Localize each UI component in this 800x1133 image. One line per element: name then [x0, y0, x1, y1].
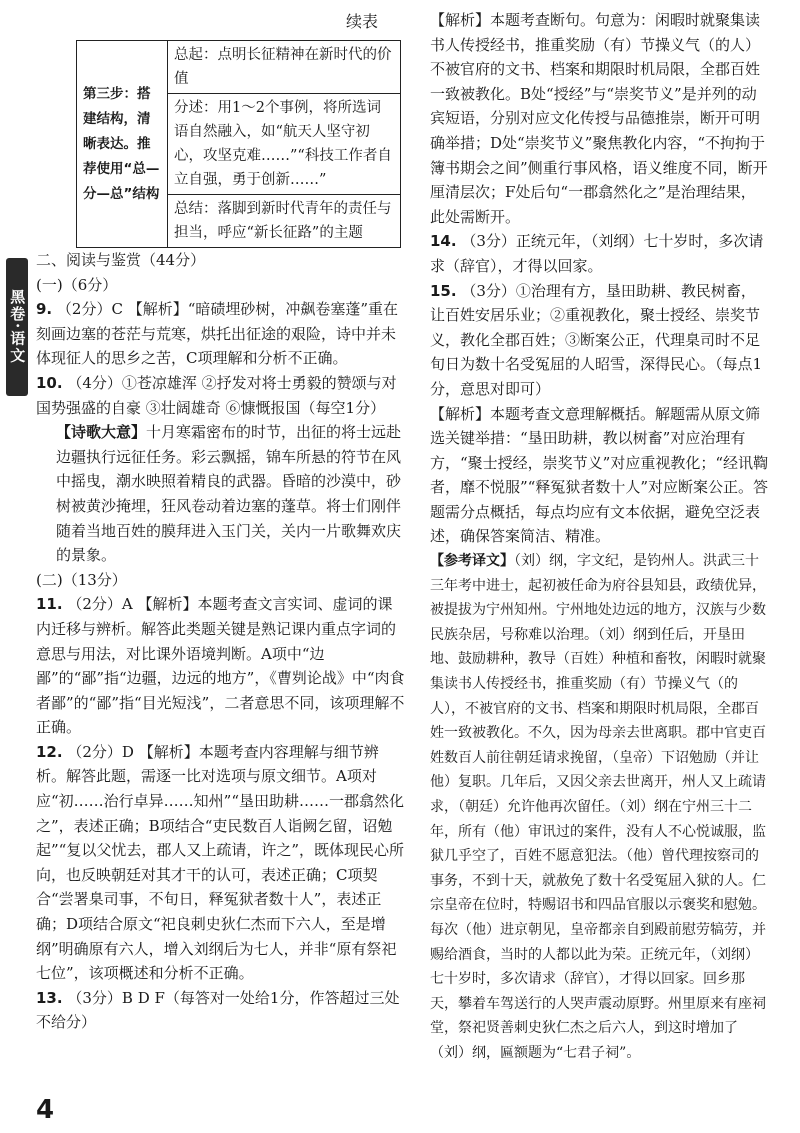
subsection-1: (一)（6分） — [36, 275, 118, 294]
step-cell: 第三步：搭建结构，清晰表达。推荐使用“总—分—总”结构 — [77, 41, 168, 248]
answer-text: （4分）①苍凉雄浑 ②抒发对将士勇毅的赞颂与对国势强盛的自豪 ③壮阔雄奇 ⑥慷慨报国（每空1分） — [36, 373, 397, 417]
section-heading: 二、阅读与鉴赏（44分） — [36, 251, 206, 269]
answer-9 — [36, 297, 406, 371]
answer-15 — [430, 279, 770, 402]
answer-text: （2分）C 【解析】“暗碛埋砂树，冲飙卷塞蓬”重在刻画边塞的苍茫与荒寒，烘托出征途的艰险，诗中并未体现征人的思乡之苦，C项理解和分析不正确。 — [36, 300, 399, 368]
question-number: 14. — [430, 232, 457, 251]
question-number: 10. — [36, 373, 63, 392]
step-table — [76, 40, 401, 248]
answer-11 — [36, 592, 406, 740]
translation-tag: 【参考译文】 — [430, 553, 514, 570]
answer-10 — [36, 371, 406, 420]
translation — [430, 549, 770, 1065]
translation-text: （刘）纲，字文纪，是钧州人。洪武三十三年考中进士，起初被任命为府谷县知县，政绩优异，被提拔为宁州知州。宁州地处边远的地方，汉族与少数民族杂居，号称难以治理。（刘）纲到任后，开垦田地、鼓励耕种，教导（百姓）种植和畜牧，闲暇时就聚集读书人传授经书，推重奖励（有）节操义气（的人），不被官府的文书、档案和期限时机局限，全郡百姓一致被教化。不久，因为母亲去世离职。郡中官吏百姓数百人前往朝廷请求挽留，（皇帝）下诏勉励（并让他）复职。几年后，又因父亲去世离开，州人又上疏请求，（朝廷）允许他再次留任。（刘）纲在宁州三十二年，所有（他）审讯过的案件，没有人不心悦诚服，监狱几乎空了，百姓不愿意犯法。（他）曾代理按察司的事务，不到十天，就赦免了数十名受冤屈入狱的人。仁宗皇帝在位时，特赐诏书和四品官服以示褒奖和慰勉。每次（他）进京朝见，皇帝都亲自到殿前慰劳犒劳，并赐给酒食，当时的人都以此为荣。正统元年，（刘纲）七十岁时，多次请求（辞官），才得以回家。回乡那天，攀着车驾送行的人哭声震动原野。州里原来有座祠堂，祭祀贤善刺史狄仁杰之后六人，到这时增加了（刘）纲，匾额题为“七君子祠”。 — [430, 553, 766, 1061]
poem-text: 十月寒霜密布的时节，出征的将士远赴边疆执行远征任务。彩云飘摇，锦车所悬的符节在风中摇曳，潮水映照着精良的武器。昏暗的沙漠中，砂树被黄沙掩埋，狂风卷动着边塞的蓬草。将士们刚伴随着当地百姓的膜拜进入玉门关，关内一片歌舞欢庆的景象。 — [56, 423, 402, 565]
analysis-13: 【解析】本题考查断句。句意为：闲暇时就聚集读书人传授经书，推重奖励（有）节操义气（的人）不被官府的文书、档案和期限时机局限，全郡百姓一致被教化。B处“授经”与“崇奖节义”是并列的动宾短语，分别对应文化传授与品德推崇，断开可明确举措；D处“崇奖节义”聚焦教化内容，“不拘拘于簿书期会之间”侧重行事风格，语义维度不同，断开厘清层次；F处后句“一郡翕然化之”是治理结果，此处需断开。 — [430, 11, 768, 226]
answer-14 — [430, 229, 770, 278]
question-number: 12. — [36, 742, 63, 761]
answer-text: （3分）正统元年，（刘纲）七十岁时，多次请求（辞官），才得以回家。 — [430, 232, 764, 275]
answer-text: （2分）A 【解析】本题考查文言实词、虚词的课内迁移与辨析。解答此类题关键是熟记课内重点字词的意思与用法，对比课外语境判断。A项中“边鄙”的“鄙”指“边疆，边远的地方”，《曹刿论战》中“肉食者鄙”的“鄙”指“目光短浅”，二者意思不同，该项理解不正确。 — [36, 595, 405, 737]
fenshu-cell: 分述：用1～2个事例，将所选词语自然融入，如“航天人坚守初心，攻坚克难……”“科技工作者自立自强，勇于创新……” — [168, 94, 401, 195]
zongqi-cell: 总起：点明长征精神在新时代的价值 — [168, 41, 401, 94]
continued-label: 续表 — [345, 12, 378, 31]
page-number: 4 — [36, 1095, 55, 1125]
right-column — [430, 8, 770, 1066]
zongjie-cell: 总结：落脚到新时代青年的责任与担当，呼应“新长征路”的主题 — [168, 195, 401, 248]
subsection-2: (二)（13分） — [36, 570, 127, 589]
answer-12 — [36, 740, 406, 986]
answer-text: （3分）①治理有方，垦田助耕、教民树畜，让百姓安居乐业；②重视教化，聚士授经、崇奖节义，教化全郡百姓；③断案公正，代理臬司时不足旬日为数十名受冤屈的人昭雪，深得民心。（每点1分，意思对即可） — [430, 281, 763, 398]
answer-text: （2分）D 【解析】本题考查内容理解与细节辨析。解答此题，需逐一比对选项与原文细节。A项对应“初……治行卓异……知州”“垦田助耕……一郡翕然化之”，表述正确；B项结合“吏民数百人诣阙乞留，诏勉起”“复以父忧去，郡人又上疏请，许之”，既体现民心所向，也反映朝廷对其才干的认可，表述正确；C项契合“尝署臬司事，不旬日，释冤狱者数十人”，表述正确；D项结合原文“祀良刺史狄仁杰而下六人，至是增纲”明确原有六人，增入刘纲后为七人，并非“原有祭祀七位”，该项概述和分析不正确。 — [36, 742, 405, 983]
question-number: 15. — [430, 281, 457, 300]
subject-side-tab: 黑卷·语文 — [6, 258, 28, 396]
answer-text: （3分）B D F（每答对一处给1分，作答超过三处不给分） — [36, 988, 400, 1032]
question-number: 11. — [36, 595, 63, 614]
left-column — [36, 0, 406, 1035]
question-number: 13. — [36, 988, 63, 1007]
answer-13 — [36, 986, 406, 1035]
analysis-15: 【解析】本题考查文意理解概括。解题需从原文筛选关键举措：“垦田助耕，教以树畜”对应治理有方，“聚士授经，崇奖节义”对应重视教化；“经讯鞫者，靡不悦服”“释冤狱者数十人”对应断案公正。答题需分点概括，每点均应有文本依据，避免空泛表述，确保答案简洁、精准。 — [430, 404, 769, 546]
question-number: 9. — [36, 300, 53, 319]
poem-summary — [36, 420, 406, 568]
poem-tag: 【诗歌大意】 — [56, 423, 147, 442]
